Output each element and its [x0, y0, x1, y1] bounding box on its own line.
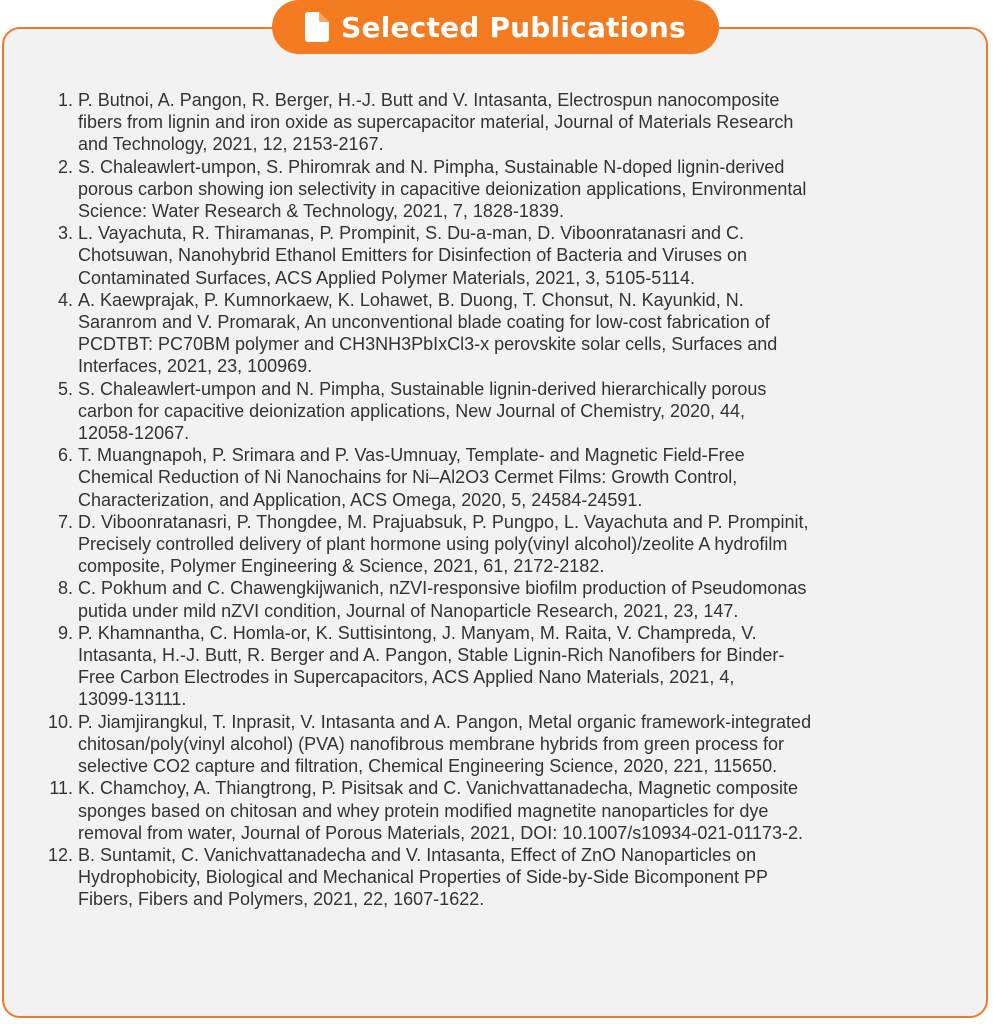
publication-item	[35, 622, 950, 711]
publication-number: 4.	[57, 289, 73, 310]
publication-item	[35, 222, 950, 289]
publication-citation: S. Chaleawlert-umpon, S. Phiromrak and N. Pimpha, Sustainable N-doped lignin-derived porous carbon showing ion selectivity in capacitive deionization applications, Environmental Science: Water Research & Technology, 2021, 7, 1828-1839.	[78, 156, 807, 222]
publication-citation: P. Butnoi, A. Pangon, R. Berger, H.-J. Butt and V. Intasanta, Electrospun nanocomposite fibers from lignin and iron oxide as supercapacitor material, Journal of Materials Research and Technology, 2021, 12, 2153-2167.	[78, 90, 794, 155]
publication-citation: P. Jiamjirangkul, T. Inprasit, V. Intasanta and A. Pangon, Metal organic framework-integrated chitosan/poly(vinyl alcohol) (PVA) nanofibrous membrane hybrids from green process for selective CO2 capture and filtration, Chemical Engineering Science, 2020, 221, 115650.	[78, 711, 812, 777]
publication-number: 9.	[57, 622, 73, 643]
publication-item	[35, 777, 950, 844]
publication-item	[35, 156, 950, 223]
publication-number: 1.	[57, 90, 73, 110]
publication-item	[35, 89, 950, 156]
publication-citation: B. Suntamit, C. Vanichvattanadecha and V. Intasanta, Effect of ZnO Nanoparticles on Hydrophobicity, Biological and Mechanical Properties of Side-by-Side Bicomponent PP Fibers, Fibers and Polymers, 2021, 22, 1607-1622.	[78, 844, 769, 910]
publication-citation: K. Chamchoy, A. Thiangtrong, P. Pisitsak and C. Vanichvattanadecha, Magnetic composite sponges based on chitosan and whey protein modified magnetite nanoparticles for dye removal from water, Journal of Porous Materials, 2021, DOI: 10.1007/s10934-021-01173-2.	[78, 778, 804, 843]
publication-citation: L. Vayachuta, R. Thiramanas, P. Prompinit, S. Du-a-man, D. Viboonratanasri and C. Chotsuwan, Nanohybrid Ethanol Emitters for Disinfection of Bacteria and Viruses on Contaminated Surfaces, ACS Applied Polymer Materials, 2021, 3, 5105-5114.	[78, 223, 748, 288]
publication-item	[35, 711, 950, 778]
publication-item	[35, 378, 950, 445]
section-header-badge	[272, 0, 719, 54]
publication-number: 6.	[57, 445, 73, 466]
publication-number: 10.	[47, 711, 73, 732]
publication-number: 12.	[47, 844, 73, 865]
section-title: Selected Publications	[341, 10, 686, 44]
publication-number: 11.	[49, 778, 73, 799]
publication-number: 2.	[57, 156, 73, 177]
publication-citation: C. Pokhum and C. Chawengkijwanich, nZVI-responsive biofilm production of Pseudomonas putida under mild nZVI condition, Journal of Nanoparticle Research, 2021, 23, 147.	[78, 578, 807, 621]
publication-item	[35, 289, 950, 378]
publication-number: 7.	[57, 511, 73, 532]
publication-citation: P. Khamnantha, C. Homla-or, K. Suttisintong, J. Manyam, M. Raita, V. Champreda, V. Intasanta, H.-J. Butt, R. Berger and A. Pangon, Stable Lignin-Rich Nanofibers for Binder- Free Carbon Electrodes in Supercapacitors, ACS Applied Nano Materials, 2021, 4, 13099-13111.	[78, 622, 785, 710]
publication-citation: S. Chaleawlert-umpon and N. Pimpha, Sustainable lignin-derived hierarchically porous carbon for capacitive deionization applications, New Journal of Chemistry, 2020, 44, 12058-12067.	[78, 378, 767, 444]
document-icon	[305, 12, 329, 42]
publication-citation: T. Muangnapoh, P. Srimara and P. Vas-Umnuay, Template- and Magnetic Field-Free Chemical Reduction of Ni Nanochains for Ni–Al2O3 Cermet Films: Growth Control, Characterization, and Application, ACS Omega, 2020, 5, 24584-24591.	[78, 445, 745, 510]
publication-number: 8.	[57, 578, 73, 599]
publication-citation: D. Viboonratanasri, P. Thongdee, M. Prajuabsuk, P. Pungpo, L. Vayachuta and P. Prompinit, Precisely controlled delivery of plant hormone using poly(vinyl alcohol)/zeolite A hydrofilm composite, Polymer Engineering & Science, 2021, 61, 2172-2182.	[78, 511, 809, 577]
publication-item	[35, 444, 950, 511]
publication-list	[35, 89, 950, 911]
publication-citation: A. Kaewprajak, P. Kumnorkaew, K. Lohawet, B. Duong, T. Chonsut, N. Kayunkid, N. Saranrom and V. Promarak, An unconventional blade coating for low-cost fabrication of PCDTBT: PC70BM polymer and CH3NH3PbIxCl3-x perovskite solar cells, Surfaces and Interfaces, 2021, 23, 100969.	[78, 289, 778, 377]
publication-item	[35, 577, 950, 621]
publication-item	[35, 511, 950, 578]
publication-number: 5.	[57, 378, 73, 399]
publication-number: 3.	[57, 223, 73, 244]
publication-item	[35, 844, 950, 911]
